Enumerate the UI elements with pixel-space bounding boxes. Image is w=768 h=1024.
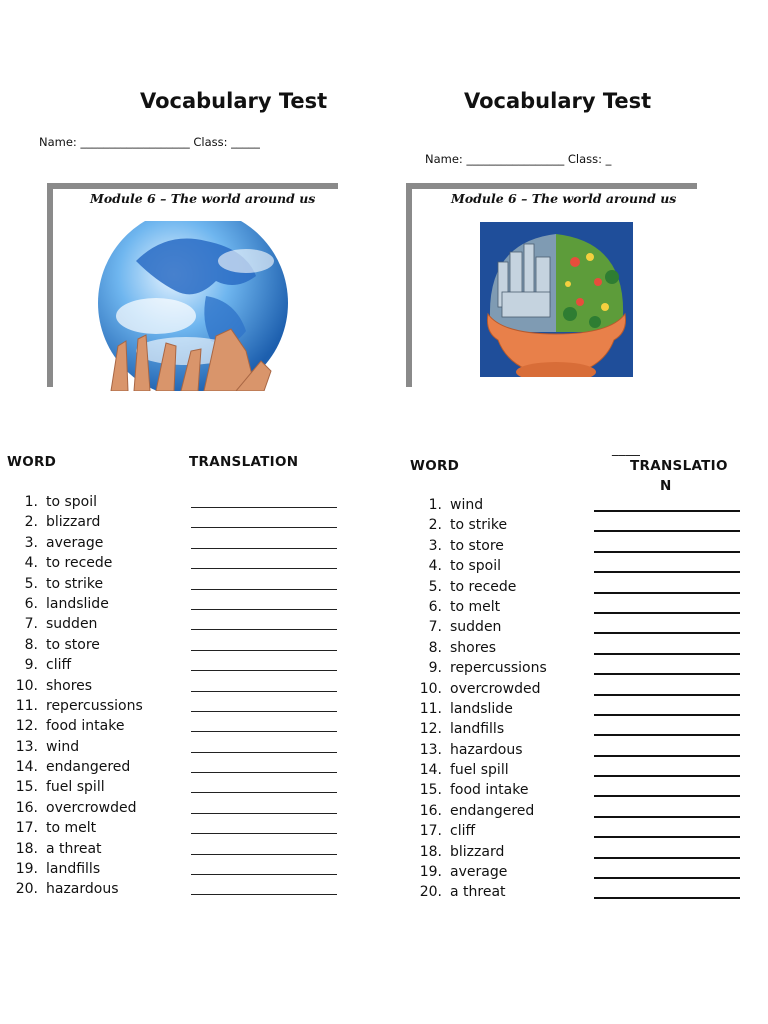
right-module-title: Module 6 – The world around us — [451, 191, 677, 206]
list-item — [418, 844, 547, 864]
item-number: 7. — [24, 616, 38, 633]
list-item — [14, 861, 143, 881]
list-item — [14, 841, 143, 861]
item-word: a threat — [450, 884, 506, 901]
item-number: 2. — [428, 517, 442, 534]
translation-answer-line[interactable] — [594, 694, 740, 696]
list-item — [418, 864, 547, 884]
list-item — [14, 555, 143, 575]
list-item — [14, 820, 143, 840]
right-word-list — [418, 497, 547, 905]
item-word: to strike — [450, 517, 508, 534]
item-word: endangered — [450, 802, 535, 819]
item-number: 10. — [419, 680, 442, 697]
item-number: 6. — [428, 598, 442, 615]
list-item — [418, 497, 547, 517]
list-item — [418, 599, 547, 619]
item-number: 13. — [15, 738, 38, 755]
translation-answer-line[interactable] — [191, 568, 337, 569]
item-word: cliff — [450, 823, 476, 840]
translation-answer-line[interactable] — [594, 592, 740, 594]
right-title: Vocabulary Test — [464, 89, 652, 113]
translation-answer-line[interactable] — [191, 874, 337, 875]
list-item — [418, 823, 547, 843]
item-number: 1. — [24, 494, 38, 510]
brain-city-nature-head-image — [480, 222, 633, 377]
list-item — [418, 742, 547, 762]
item-number: 1. — [428, 497, 442, 513]
item-word: repercussions — [46, 697, 143, 714]
translation-answer-line[interactable] — [191, 527, 337, 528]
item-word: average — [450, 864, 508, 881]
list-item — [418, 721, 547, 741]
item-number: 18. — [15, 840, 38, 857]
translation-answer-line[interactable] — [191, 548, 337, 549]
translation-answer-line[interactable] — [191, 609, 337, 610]
item-number: 5. — [428, 578, 442, 595]
list-item — [418, 517, 547, 537]
item-word: food intake — [450, 782, 529, 799]
item-word: landfills — [46, 861, 101, 878]
right-word-header: WORD — [410, 458, 460, 474]
list-item — [14, 576, 143, 596]
translation-answer-line[interactable] — [594, 816, 740, 818]
translation-answer-line[interactable] — [594, 836, 740, 838]
item-number: 18. — [419, 843, 442, 860]
item-number: 8. — [24, 636, 38, 653]
list-item — [14, 800, 143, 820]
translation-answer-line[interactable] — [191, 772, 337, 773]
translation-answer-line[interactable] — [191, 813, 337, 814]
list-item — [418, 681, 547, 701]
translation-answer-line[interactable] — [191, 670, 337, 671]
list-item — [418, 579, 547, 599]
list-item — [418, 803, 547, 823]
item-word: endangered — [46, 759, 131, 776]
item-word: to melt — [450, 598, 501, 615]
item-word: hazardous — [46, 881, 119, 898]
list-item — [14, 494, 143, 514]
list-item — [418, 640, 547, 660]
list-item — [14, 881, 143, 901]
translation-answer-line[interactable] — [594, 571, 740, 573]
list-item — [14, 616, 143, 636]
left-name-class-line: Name: ___________________ Class: _____ — [39, 135, 260, 149]
globe-with-hands-image — [96, 221, 291, 391]
translation-answer-line[interactable] — [191, 894, 337, 895]
translation-answer-line[interactable] — [191, 711, 337, 712]
right-translation-header-rule: ____ — [612, 441, 641, 457]
list-item — [418, 701, 547, 721]
translation-answer-line[interactable] — [191, 731, 337, 732]
item-number: 6. — [24, 595, 38, 612]
translation-answer-line[interactable] — [594, 612, 740, 614]
translation-answer-line[interactable] — [191, 833, 337, 834]
item-number: 20. — [15, 881, 38, 898]
translation-answer-line[interactable] — [594, 530, 740, 532]
list-item — [418, 762, 547, 782]
translation-answer-line[interactable] — [191, 854, 337, 855]
translation-answer-line[interactable] — [191, 589, 337, 590]
item-word: cliff — [46, 657, 72, 674]
item-number: 19. — [15, 861, 38, 878]
item-word: to melt — [46, 820, 97, 837]
item-word: to store — [46, 636, 100, 653]
item-word: shores — [450, 639, 497, 656]
item-number: 14. — [419, 762, 442, 779]
left-word-list — [14, 494, 143, 902]
item-number: 9. — [24, 657, 38, 674]
right-name-class-line: Name: _________________ Class: _ — [425, 152, 612, 166]
item-word: landslide — [46, 595, 109, 612]
list-item — [14, 596, 143, 616]
item-number: 15. — [15, 779, 38, 796]
list-item — [14, 657, 143, 677]
item-number: 4. — [24, 555, 38, 572]
list-item — [14, 718, 143, 738]
right-translation-header: TRANSLATIO — [630, 458, 728, 474]
translation-answer-line[interactable] — [191, 650, 337, 651]
translation-answer-line[interactable] — [594, 673, 740, 675]
item-number: 11. — [419, 700, 442, 717]
item-number: 14. — [15, 759, 38, 776]
right-translation-header-wrap: N — [660, 478, 672, 494]
list-item — [14, 698, 143, 718]
translation-answer-line[interactable] — [594, 795, 740, 797]
item-number: 16. — [15, 799, 38, 816]
item-number: 12. — [419, 721, 442, 738]
item-number: 7. — [428, 619, 442, 636]
translation-answer-line[interactable] — [594, 653, 740, 655]
item-word: landfills — [450, 721, 505, 738]
item-word: repercussions — [450, 660, 547, 677]
translation-answer-line[interactable] — [594, 551, 740, 553]
list-item — [14, 759, 143, 779]
item-number: 2. — [24, 514, 38, 531]
item-number: 13. — [419, 741, 442, 758]
list-item — [418, 619, 547, 639]
item-number: 20. — [419, 884, 442, 901]
list-item — [418, 884, 547, 904]
item-number: 12. — [15, 718, 38, 735]
item-number: 15. — [419, 782, 442, 799]
item-number: 11. — [15, 697, 38, 714]
item-number: 8. — [428, 639, 442, 656]
item-number: 9. — [428, 660, 442, 677]
list-item — [14, 678, 143, 698]
item-word: overcrowded — [46, 799, 137, 816]
list-item — [14, 779, 143, 799]
translation-answer-line[interactable] — [594, 734, 740, 736]
translation-answer-line[interactable] — [594, 714, 740, 716]
list-item — [418, 782, 547, 802]
item-number: 19. — [419, 864, 442, 881]
translation-answer-line[interactable] — [191, 629, 337, 630]
item-word: overcrowded — [450, 680, 541, 697]
left-module-title: Module 6 – The world around us — [90, 191, 316, 206]
translation-answer-line[interactable] — [191, 691, 337, 692]
item-word: wind — [450, 497, 484, 513]
item-word: a threat — [46, 840, 102, 857]
item-word: average — [46, 534, 104, 551]
item-number: 16. — [419, 802, 442, 819]
translation-answer-line[interactable] — [594, 632, 740, 634]
translation-answer-line[interactable] — [191, 792, 337, 793]
list-item — [14, 739, 143, 759]
translation-answer-line[interactable] — [594, 897, 740, 899]
item-number: 10. — [15, 677, 38, 694]
item-word: to recede — [46, 555, 113, 572]
item-word: shores — [46, 677, 93, 694]
translation-answer-line[interactable] — [191, 752, 337, 753]
item-number: 4. — [428, 558, 442, 575]
item-word: wind — [46, 738, 80, 755]
list-item — [14, 514, 143, 534]
item-number: 3. — [24, 534, 38, 551]
translation-answer-line[interactable] — [594, 857, 740, 859]
item-word: to recede — [450, 578, 517, 595]
item-word: blizzard — [46, 514, 101, 531]
item-word: blizzard — [450, 843, 505, 860]
translation-answer-line[interactable] — [594, 877, 740, 879]
left-translation-header: TRANSLATION — [189, 454, 299, 470]
translation-answer-line[interactable] — [594, 510, 740, 512]
item-word: sudden — [46, 616, 98, 633]
item-word: to strike — [46, 575, 104, 592]
item-number: 17. — [15, 820, 38, 837]
translation-answer-line[interactable] — [594, 775, 740, 777]
left-title: Vocabulary Test — [140, 89, 328, 113]
item-word: sudden — [450, 619, 502, 636]
left-word-header: WORD — [7, 454, 57, 470]
item-word: landslide — [450, 700, 513, 717]
list-item — [14, 637, 143, 657]
item-word: fuel spill — [46, 779, 105, 796]
translation-answer-line[interactable] — [594, 755, 740, 757]
item-word: to store — [450, 537, 504, 554]
item-number: 17. — [419, 823, 442, 840]
item-word: hazardous — [450, 741, 523, 758]
list-item — [418, 558, 547, 578]
item-word: food intake — [46, 718, 125, 735]
item-word: to spoil — [46, 494, 98, 510]
list-item — [418, 660, 547, 680]
list-item — [418, 538, 547, 558]
list-item — [14, 535, 143, 555]
item-number: 5. — [24, 575, 38, 592]
item-number: 3. — [428, 537, 442, 554]
item-word: to spoil — [450, 558, 502, 575]
item-word: fuel spill — [450, 762, 509, 779]
translation-answer-line[interactable] — [191, 507, 337, 508]
